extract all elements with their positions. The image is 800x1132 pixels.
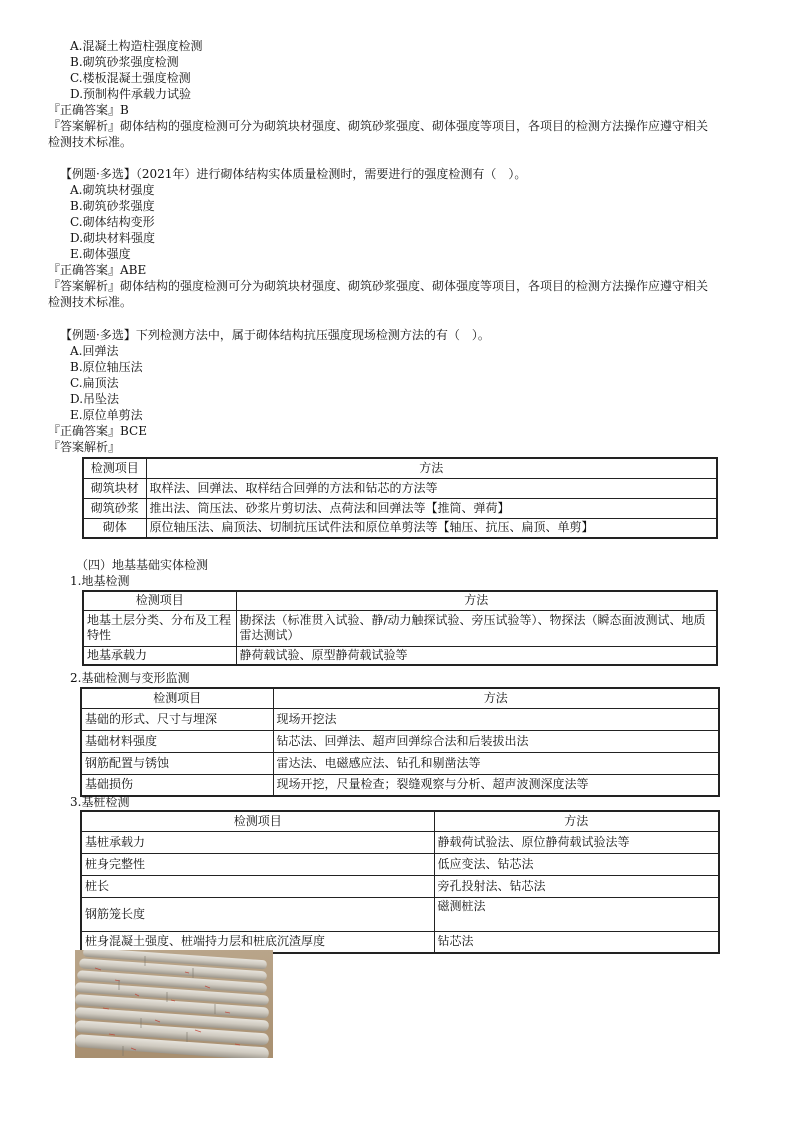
question-3-block [48, 327, 758, 455]
table-cell-method: 推出法、筒压法、砂浆片剪切法、点荷法和回弹法等【推筒、弹荷】 [146, 498, 717, 518]
header-item: 检测项目 [83, 591, 236, 610]
foundation-detection-table [80, 687, 720, 797]
answer: 『正确答案』ABE [48, 263, 147, 277]
table-cell-item: 桩身完整性 [81, 853, 434, 875]
header-method: 方法 [273, 688, 719, 708]
core-samples-photo [75, 950, 273, 1058]
table-header-row [83, 458, 717, 478]
table-row [81, 774, 719, 796]
table-cell-method: 钻芯法 [434, 931, 719, 953]
header-item: 检测项目 [81, 811, 434, 831]
analysis-line-2: 检测技术标准。 [48, 135, 133, 149]
table-cell-method: 磁测桩法 [434, 897, 719, 931]
subsection-2-title: 2.基础检测与变形监测 [70, 671, 190, 685]
table-cell-item: 基础损伤 [81, 774, 273, 796]
table-cell-item: 基桩承载力 [81, 831, 434, 853]
option-d: D.砌块材料强度 [70, 231, 156, 245]
question-stem: 【例题·多选】下列检测方法中，属于砌体结构抗压强度现场检测方法的有（ ）。 [60, 328, 490, 342]
table-cell-item: 钢筋笼长度 [81, 897, 434, 931]
table-row [83, 646, 717, 665]
table-row [81, 853, 719, 875]
option-a: A.回弹法 [70, 344, 119, 358]
header-method: 方法 [236, 591, 717, 610]
option-b: B.砌筑砂浆强度检测 [70, 55, 179, 69]
table-cell-method: 静载荷试验法、原位静荷载试验法等 [434, 831, 719, 853]
table-cell-method: 钻芯法、回弹法、超声回弹综合法和后装拔出法 [273, 730, 719, 752]
table-cell-item: 桩长 [81, 875, 434, 897]
option-a: A.混凝土构造柱强度检测 [70, 39, 203, 53]
table-row [81, 897, 719, 931]
table-cell-method: 现场开挖，尺量检查；裂缝观察与分析、超声波测深度法等 [273, 774, 719, 796]
table-header-row [83, 591, 717, 610]
table-cell-item: 基础的形式、尺寸与埋深 [81, 708, 273, 730]
table-cell-method: 取样法、回弹法、取样结合回弹的方法和钻芯的方法等 [146, 478, 717, 498]
table-header-row [81, 811, 719, 831]
analysis-label: 『答案解析』 [48, 440, 121, 454]
table-cell-item: 砌筑块材 [83, 478, 146, 498]
subsection-1-title: 1.地基检测 [70, 574, 130, 588]
table-row [83, 498, 717, 518]
header-method: 方法 [146, 458, 717, 478]
section-title: （四）地基基础实体检测 [76, 558, 209, 572]
analysis-line-1: 『答案解析』砌体结构的强度检测可分为砌筑块材强度、砌筑砂浆强度、砌体强度等项目，各项目的检测方法操作应遵守相关 [48, 279, 709, 293]
table-cell-method: 静荷载试验、原型静荷载试验等 [236, 646, 717, 665]
option-e: E.砌体强度 [70, 247, 131, 261]
option-c: C.楼板混凝土强度检测 [70, 71, 191, 85]
header-item: 检测项目 [83, 458, 146, 478]
answer: 『正确答案』BCE [48, 424, 147, 438]
table-cell-item: 基础材料强度 [81, 730, 273, 752]
table-row [83, 610, 717, 646]
option-b: B.砌筑砂浆强度 [70, 199, 155, 213]
header-method: 方法 [434, 811, 719, 831]
pile-detection-table [80, 810, 720, 954]
table-cell-item: 桩身混凝土强度、桩端持力层和桩底沉渣厚度 [81, 931, 434, 953]
table-cell-method: 旁孔投射法、钻芯法 [434, 875, 719, 897]
analysis-line-2: 检测技术标准。 [48, 295, 133, 309]
question-1-block [48, 38, 758, 150]
table-row [81, 831, 719, 853]
table-row [83, 478, 717, 498]
option-b: B.原位轴压法 [70, 360, 143, 374]
table-cell-item: 砌体 [83, 518, 146, 538]
subsection-3-title: 3.基桩检测 [70, 795, 130, 809]
table-cell-item: 地基承载力 [83, 646, 236, 665]
table-row [81, 875, 719, 897]
option-e: E.原位单剪法 [70, 408, 143, 422]
table-row [83, 518, 717, 538]
header-item: 检测项目 [81, 688, 273, 708]
table-cell-method: 勘探法（标准贯入试验、静/动力触探试验、旁压试验等）、物探法（瞬态面波测试、地质雷达测试） [236, 610, 717, 646]
table-cell-item: 钢筋配置与锈蚀 [81, 752, 273, 774]
table-header-row [81, 688, 719, 708]
option-a: A.砌筑块材强度 [70, 183, 155, 197]
foundation-soil-table [82, 590, 718, 666]
table-row [81, 730, 719, 752]
table-cell-item: 砌筑砂浆 [83, 498, 146, 518]
question-2-block [48, 166, 758, 310]
table-cell-method: 现场开挖法 [273, 708, 719, 730]
masonry-method-table [82, 457, 718, 539]
question-stem: 【例题·多选】（2021年）进行砌体结构实体质量检测时，需要进行的强度检测有（ ）。 [60, 167, 527, 181]
option-c: C.砌体结构变形 [70, 215, 155, 229]
subsection-3-heading [48, 794, 758, 810]
table-row [81, 708, 719, 730]
table-cell-item: 地基土层分类、分布及工程特性 [83, 610, 236, 646]
table-row [81, 752, 719, 774]
table-cell-method: 雷达法、电磁感应法、钻孔和剔凿法等 [273, 752, 719, 774]
option-d: D.预制构件承载力试验 [70, 87, 192, 101]
option-c: C.扁顶法 [70, 376, 119, 390]
table-cell-method: 低应变法、钻芯法 [434, 853, 719, 875]
option-d: D.吊坠法 [70, 392, 120, 406]
section-4-heading [48, 557, 758, 589]
answer: 『正确答案』B [48, 103, 129, 117]
analysis-line-1: 『答案解析』砌体结构的强度检测可分为砌筑块材强度、砌筑砂浆强度、砌体强度等项目，各项目的检测方法操作应遵守相关 [48, 119, 709, 133]
subsection-2-heading [48, 670, 758, 686]
table-cell-method: 原位轴压法、扁顶法、切制抗压试件法和原位单剪法等【轴压、抗压、扁顶、单剪】 [146, 518, 717, 538]
